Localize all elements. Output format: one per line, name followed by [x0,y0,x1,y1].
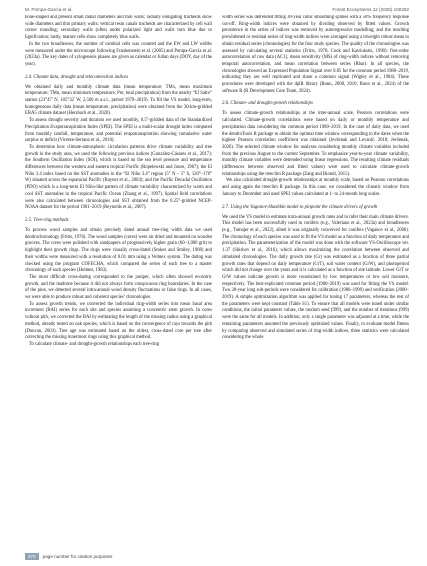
body-paragraph: In the two broadleaves, the number of cambial cells was counted and the EW and LW widths were measured under the microscope following Frankenstein et al. (2005) and Pompa-García et al. (2023a). The key dates of xylogenesis phases are given as calendar or Julian days (DOY, day of the year). [25,41,212,67]
section-heading: 2.4. Climate data, drought and teleconnection indices [25,74,129,80]
running-head-authors: M. Pompa-García et al. [25,7,73,12]
body-paragraph: We also calculated drought-growth relationships at monthly scale, based on Pearson correlations and using again the treeclim R package. In this case, we considered the climatic window from January to December and used SPEI values calculated at 1- to 24-month long scales. [222,178,409,197]
section-heading: 2.7. Using the Vaganov-Shashkin model to pinpoint the climate drivers of growth [222,204,378,210]
body-paragraph: To process wood samples and obtain precisely dated annual tree-ring width data we used dendrochronology (Fritts, 1976). The wood samples (cores) were air dried and mounted on wooden grooves. The cores were polished with sandpapers of progressively higher grain (60–1,000 grit) to highlight their growth rings. The rings were visually cross-dated (Stokes and Smiley, 1968) and their widths were measured with a resolution of 0.01 mm using a Velmex system. The dating was checked using the program COFECHA, which compared the series of each tree to a master chronology of each species (Holmes, 1983). [25,227,212,274]
right-column [222,15,409,555]
body-paragraph: We used the VS model to estimate intra-annual growth rates and to infer their main climate drivers. This model has been successfully used in conifers (e.g., Valeriano et al., 2023a) and broadleaves (e.g., Tumajer et al., 2022), albeit it was originally conceived for conifers (Vaganov et al., 2006). The chronology of each species was used to fit the VS model as a function of daily temperature and precipitation. The parameterization of the model was done with the software VS-Oscilloscope ver. 1.37 (Shishov et al., 2016), which allows maximizing the correlation between observed and simulated chronologies. The daily growth rate (Gr) was estimated as a function of three partial growth rates that depend on daily temperature (GrT), soil water content (GrW), and photoperiod which did not change over the years and it is calculated as a function of site latitude. Lower GrT or GrW values indicate growth is more constrained by low temperatures or low soil moisture, respectively. The best-replicated common period (1980–2019) was used for fitting the VS model. Two 20-year long sub-periods were considered for calibration (1980–1999) and verification (2000–2019). A simple optimization algorithm was applied for tuning 17 parameters, whereas the rest of the parameters were kept constant (Table S1). To ensure that all models were tuned under similar conditions, the initial parameter values, the random seed (999), and the number of iterations (999) were the same for all models. In addition, only a single parameter was adjusted at a time, while the remaining parameters assumed the previously optimized values. Finally, to evaluate model fitness by comparing observed and simulated series of ring-width indices, three statistics were calculated considering the whole [222,214,409,341]
body-paragraph: bone-shaped and present small radial diameters and thin walls; radially elongating tracheids show wide diameters and thin primary walls; vertical resin canals tracheids are characterized by cell wall corner rounding; secondary walls (often under polarized light and walls turn blue due to lignification; lastly, mature cells show completely blue walls. [25,15,212,41]
left-column [25,15,212,555]
body-paragraph: To calculate climate- and drought-growth relationships each tree-ring [29,341,159,347]
page-footer [25,553,112,560]
body-paragraph: To assess growth trends, we converted the individual ring-width series into mean basal area increment (BAI) series for each site and species assuming a concentric stem growth. In cores without pith, we corrected the BAI by estimating the length of the missing radius using a graphical method, already tested on oak species, which is based on the convergence of rays towards the pith (Duncan, 2003). Tree age was estimated based on the oldest, cross-dated core per tree after correcting the missing innermost rings using this graphical method. [25,301,212,341]
running-head-journal: Forest Ecosystems 12 (2025) 100292 [332,7,409,12]
body-paragraph: To assess climate-growth relationships at the inter-annual scale, Pearson correlations were calculated. Climate-growth correlations were based on daily or monthly temperature and precipitation data considering the common period 1980–2019. In the case of daily data, we used the dendroTools R package to obtain the optimal time window corresponding to the dates when the highest Pearson correlation coefficient was obtained (Jevšenak and Levanič, 2018; Jevšenak, 2020). The selected climate window for analyses considering monthly climate variables included from the previous August to the current September. To emphasize year-to-year climate variability, monthly climate variables were detrended using linear regressions. The resulting climate residuals (differences between observed and fitted values) were used to calculate climate-growth relationships using the treeclim R package (Zang and Biondi, 2015). [222,111,409,177]
body-paragraph: We obtained daily and monthly climate data (mean temperature; TMx, mean maximum temperature; TMn, mean minimum temperature; Pre, total precipitation) from the nearby “El Salto” station (23°47′ N, 105°32′ W, 2,560 m a.s.l., period 1979–2019). To fill the VS model, long-term, homogeneous daily data (mean temperature, precipitation) were obtained from the 30-km-gridded ERA5 climate dataset (Hersbach et al., 2020). [25,84,212,117]
body-paragraph: width series was detrended fitting 30-year cubic smoothing splines with a 50% frequency response cut-off. Ring-width indices were obtained by dividing observed by fitted values. Growth persistence in the series of indices was removed by autoregressive modelling, and the resulting prewhitened or residual series of ring-width indices were averaged using a biweight robust mean to obtain residual series (chronologies) for the four study species. The quality of the chronologies was assessed by calculating several statistics (Fritts, 1976; Cook and Kairiukstis, 1990): first-order autocorrelation of raw data (AC1), mean sensitivity (MS) of ring-width indices without removing temporal autocorrelation, and mean correlation between series (Rbar). In all species, the chronologies showed an Expressed Population Signal over 0.85 for the common period 1980–2019, indicating they are well replicated and share a common signal (Wigley et al., 1984). These procedures were developed with the dplR library (Bunn, 2008, 2010; Bunn et al., 2024) of the software R (R Development Core Team, 2024). [222,15,409,94]
section-heading: 2.5. Tree-ring methods [25,217,69,223]
body-paragraph: To assess drought severity and duration we used monthly, 0.5°-gridded data of the Standardized Precipitation Evapotranspiration Index (SPEI). The SPEI is a multi-scalar drought index computed from monthly rainfall, temperature, and potential evapotranspiration showing cumulative water surplus or deficit (Vicente-Serrano et al., 2010). [25,118,212,144]
body-paragraph: The most difficult cross-dating corresponded to the juniper, which often showed eccentric growth, and the madrone because it did not always form conspicuous ring boundaries. In the case of the pine, we detected several intra-annual wood density fluctuations or false rings. In all cases, we were able to produce robust and coherent species’ chronologies. [25,274,212,301]
body-paragraph: To determine how climate-atmospheric circulation patterns drive climate variability and tree growth in the study area, we used the following previous indices (González-Cásares et al., 2017): the Southern Oscillation Index (SOI), which is based on the sea level pressure and temperature differences between the western and eastern tropical Pacific (Ropelewski and Jones, 1987); the El Niño 3.4 index based on the SST anomalies in the “El Niño 3.4” region (5° N – 5° S, 120°–170° W) situated across the equatorial Pacific (Rayner et al., 2003); and the Pacific Decadal Oscillation (PDO) which is a long-term El Niño-like pattern of climate variability characterized by warm and cool SST anomalies in the tropical Pacific Ocean (Zhang et al., 1997). Spatial field correlations were also calculated between chronologies and SST obtained from the 0.25°-gridded NCEP-NOAA dataset for the period 1981–2019 (Reynolds et al., 2007). [25,144,212,211]
page-number: 370 [25,553,39,560]
section-heading: 2.6. Climate- and drought-growth relationships [222,101,313,107]
footer-label: page number for citation purposes [42,554,113,559]
